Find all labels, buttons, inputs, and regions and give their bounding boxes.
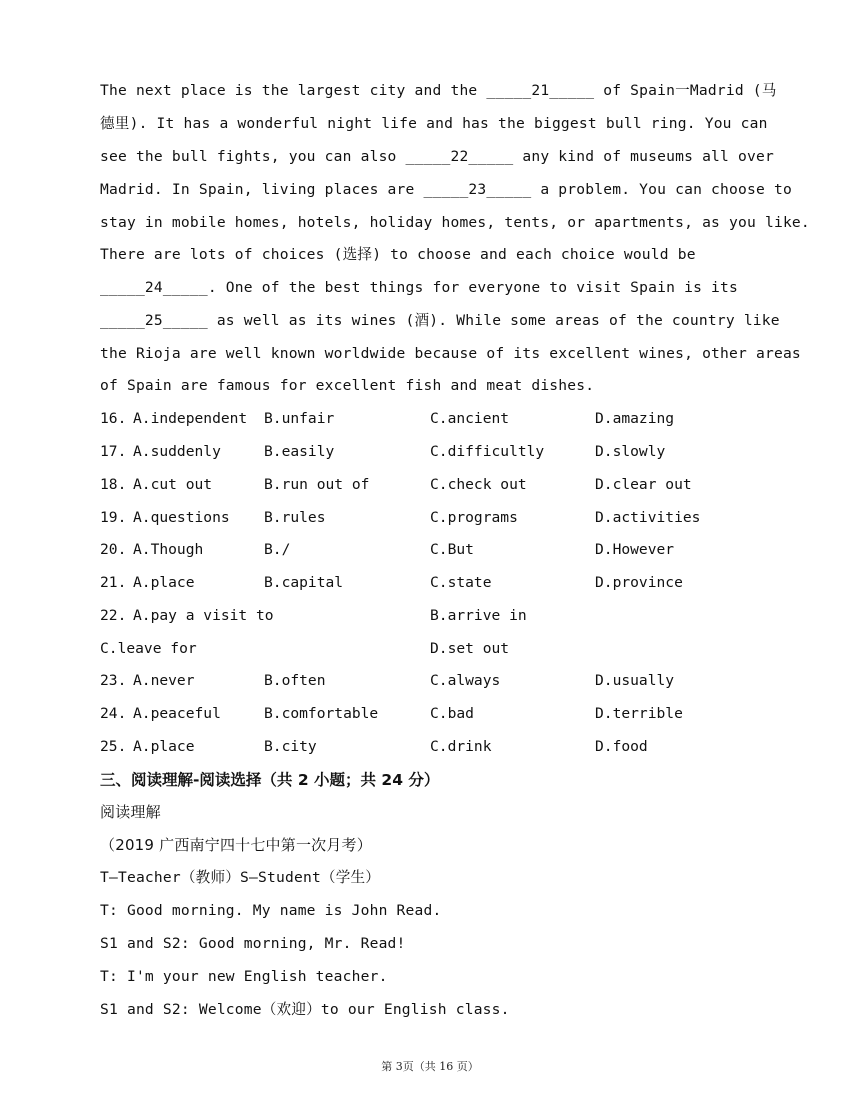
option-c: C.drink (430, 738, 492, 755)
option-a: A.never (133, 672, 195, 689)
question-number: 16. (100, 410, 127, 427)
option-c: C.bad (430, 705, 474, 722)
dialogue-line: T—Teacher（教师）S—Student（学生） (100, 869, 381, 886)
option-c: C.check out (430, 476, 527, 493)
option-b: B.unfair (264, 410, 335, 427)
option-d: D.usually (595, 672, 675, 689)
option-b: B.rules (264, 509, 326, 526)
passage-line: see the bull fights, you can also _____22_____ any kind of museums all over (100, 148, 774, 165)
option-b: B.city (264, 738, 317, 755)
option-c: C.difficultly (430, 443, 545, 460)
passage-line: 德里). It has a wonderful night life and has the biggest bull ring. You can (100, 115, 768, 132)
question-number: 25. (100, 738, 127, 755)
dialogue-line: T: I'm your new English teacher. (100, 968, 388, 985)
option-b: B./ (264, 541, 291, 558)
option-a: A.questions (133, 509, 230, 526)
option-a: A.cut out (133, 476, 213, 493)
question-number: 17. (100, 443, 127, 460)
option-d: D.set out (430, 640, 510, 657)
question-number: 21. (100, 574, 127, 591)
option-c: C.state (430, 574, 492, 591)
dialogue-line: S1 and S2: Welcome（欢迎）to our English class. (100, 1001, 510, 1018)
option-d: D.clear out (595, 476, 692, 493)
option-d: D.amazing (595, 410, 675, 427)
source-note: （2019 广西南宁四十七中第一次月考） (100, 836, 372, 854)
option-a: A.peaceful (133, 705, 221, 722)
option-c: C.leave for (100, 640, 197, 657)
passage-line: _____25_____ as well as its wines (酒). While some areas of the country like (100, 312, 780, 329)
option-a: A.Though (133, 541, 204, 558)
question-number: 20. (100, 541, 127, 558)
option-b: B.often (264, 672, 326, 689)
passage-line: of Spain are famous for excellent fish and meat dishes. (100, 377, 595, 394)
option-d: D.terrible (595, 705, 683, 722)
question-number: 18. (100, 476, 127, 493)
section-heading: 三、阅读理解-阅读选择（共 2 小题；共 24 分） (100, 771, 440, 789)
option-d: D.However (595, 541, 675, 558)
dialogue-line: T: Good morning. My name is John Read. (100, 902, 442, 919)
option-b: B.capital (264, 574, 344, 591)
option-a: A.suddenly (133, 443, 221, 460)
question-number: 22. (100, 607, 127, 624)
option-d: D.activities (595, 509, 701, 526)
question-number: 19. (100, 509, 127, 526)
option-b: B.comfortable (264, 705, 379, 722)
option-d: D.food (595, 738, 648, 755)
option-b: B.arrive in (430, 607, 527, 624)
option-b: B.easily (264, 443, 335, 460)
passage-line: The next place is the largest city and the _____21_____ of Spain一Madrid (马 (100, 82, 777, 99)
option-c: C.programs (430, 509, 518, 526)
option-c: C.But (430, 541, 474, 558)
question-number: 24. (100, 705, 127, 722)
option-a: A.pay a visit to (133, 607, 274, 624)
section-subheading: 阅读理解 (100, 803, 161, 821)
option-c: C.always (430, 672, 501, 689)
passage-line: the Rioja are well known worldwide because of its excellent wines, other areas (100, 345, 801, 362)
passage-line: _____24_____. One of the best things for everyone to visit Spain is its (100, 279, 739, 296)
passage-line: There are lots of choices (选择) to choose and each choice would be (100, 246, 696, 263)
option-d: D.province (595, 574, 683, 591)
option-c: C.ancient (430, 410, 510, 427)
page-footer: 第 3页（共 16 页） (381, 1060, 479, 1073)
dialogue-line: S1 and S2: Good morning, Mr. Read! (100, 935, 406, 952)
option-a: A.place (133, 738, 195, 755)
question-number: 23. (100, 672, 127, 689)
option-d: D.slowly (595, 443, 666, 460)
option-a: A.independent (133, 410, 248, 427)
passage-line: Madrid. In Spain, living places are _____23_____ a problem. You can choose to (100, 181, 792, 198)
option-b: B.run out of (264, 476, 370, 493)
option-a: A.place (133, 574, 195, 591)
passage-line: stay in mobile homes, hotels, holiday homes, tents, or apartments, as you like. (100, 214, 810, 231)
